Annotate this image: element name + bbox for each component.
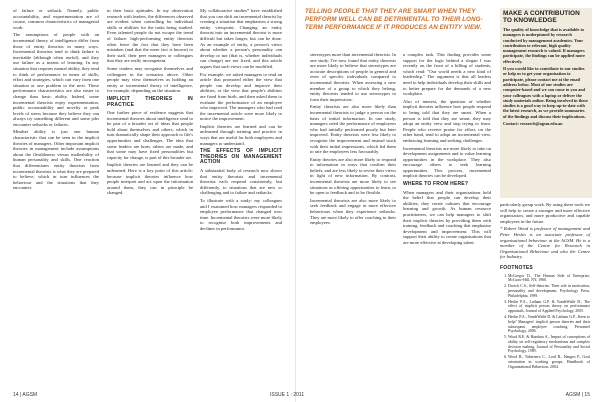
paragraph: Entity theorists are also more likely than incremental theorists to judge a person on the basis of initial information. In one study, managers rated the performance of employees who had initially performed poorly but later improved. Entity theorists were less likely to recognise the improvement and instead stuck with their initial impressions, which led them to rate the employees less favourably. — [310, 104, 396, 155]
column-6 — [500, 202, 590, 371]
folio-center: ISSUE 1 : 2011 — [270, 392, 305, 398]
column-2 — [107, 8, 193, 198]
paragraph: particularly group work. By using these tools we will help to create a stronger and more effective organisation, and more productive and capable employees in the future. — [500, 202, 590, 224]
footnote-item: 6. Wood R., Tabernero C., Lord R., Hanges P., Goal orientation in working groups, Handbook of Organizational Behaviour, 2004. — [508, 355, 590, 369]
paragraph: One further piece of evidence suggests that incremental theories about intelligence tend to be part of a broader set of ideas that people hold about themselves and others, which in turn dramatically shape their approach to life's opportunities and challenges. The idea that some leaders are born, others are made, and that some may have fixed personalities but capacity for change, is part of this broader set. — [107, 110, 193, 160]
sidebar-paragraph: If you would like to contribute to our studies or help us to get your organisation to participate, please contact me at the email address below. Most of our studies are computer-based and we can come to you and your colleagues with a laptop or deliver the study materials online. Being involved in these studies is a good way to keep up-to-date with the latest research, as we provide summaries of the findings and discuss their implications. — [503, 66, 588, 119]
column-3 — [200, 8, 282, 234]
section-heading: WHERE TO FROM HERE? — [403, 181, 469, 188]
paragraph: My collaborative studies* have established that you can shift an incremental theorist by creating a situation that emphasises a strong entity viewpoint. Changing an entity theorist into an incremental theorist is more difficult but takes longer, but can be done. As an example of entity, a person's views about whether a person's personality can develop or not (that is, whether individuals can change) are not fixed, and this article argues that such views can be modified. — [200, 8, 282, 69]
footnotes — [500, 266, 590, 370]
paragraph: of failure or setback. Namely, public accountability, and experimentation are of course, common characteristics of managerial work. — [13, 8, 99, 30]
footnote-item: 4. Heslin P.A., VandeWalle D. & Latham G.P., Keen to help? Managers' implicit person theories and their subsequent employee coaching, Personnel Psychology, 2006. — [508, 315, 590, 334]
paragraph: Incremental theorists are also more likely to seek feedback and engage in more effective behaviours when they experience setbacks. They are more likely to offer coaching to their employees. — [310, 197, 396, 226]
section-heading: THE EFFECTS OF IMPLICIT THEORIES ON MANAGEMENT ACTION — [200, 148, 282, 166]
paragraph: Implicit theories are learned and can be unlearned through training and practice in ways that are useful for both employees and managers to understand. — [200, 123, 282, 146]
section-heading: IMPLICIT THEORIES IN PRACTICE — [107, 95, 193, 108]
sidebar-contact[interactable]: Contact: research@agsm.edu.au — [503, 121, 563, 127]
footnote-item: 1. McGregor D., The Human Side of Enterprise, McGraw-Hill, NY, 1960. — [508, 274, 590, 284]
paragraph: Some readers may recognise themselves and colleagues in the scenarios above. Other people may view themselves as holding an entity or incremental theory of intelligence, for example, depending on the situation. — [107, 65, 193, 94]
sidebar-paragraph: The quality of knowledge that is available to managers is underpinned by research conducted by management academics. Your contribution to relevant, high quality management research is valued. If managers participate, the findings can be applied more effectively. — [503, 27, 585, 64]
paragraph: stereotypes more than incremental theorists. In one study, I've now found that entity theorists are more likely to believe that stereotypes are accurate descriptions of people in general and even of specific individuals compared to incremental theorists. When assessing a new member of a group to which they belong, entity theorists tended to use stereotypes to form their impressions. — [310, 52, 396, 102]
paragraph: Entity theories are also more likely to respond to information in ways that confirm their beliefs, and are less likely to revise their views in light of new information. By contrast, incremental theorists are more likely to see situations as offering opportunities to learn, to be open to feedback and to be flexible. — [310, 156, 396, 196]
paragraph: To illustrate with a study: my colleagues and I examined how managers responded to employee performance that changed over time. Incremental theorists were more likely to recognise both improvements and declines in performance. — [200, 198, 282, 231]
paragraph: in their basic aptitudes. In my observation research with leaders, the differences observed are evident when controlling for individual skills or abilities for the tasks being studied. Even talented people do not escape the trend of failure: high-performing entity theorists often leave the fact that they have been mistaken (and that the mere fact is known) to their staff, their peer managers or colleagues that they are really incompetent. — [107, 8, 193, 64]
column-5 — [403, 52, 491, 248]
paragraph: a complex task. This finding provides some support for the logic behind a slogan I was recently on the front of a billing of students, which read: "Our world needs a new kind of leadership." The argument is that all leaders need to help individuals develop their skills and to better prepare for the demands of a new workplace. — [403, 52, 491, 97]
footnotes-list — [500, 274, 590, 370]
sidebar-title: MAKE A CONTRIBUTION TO KNOWLEDGE — [503, 10, 580, 24]
footnote-item: 3. Heslin P.A., Latham G.P. & VandeWalle D., The effect of implicit person theory on performance appraisals, Journal of Applied Psychology, 2005. — [508, 300, 590, 314]
paragraph: When managers and their organisations hold the belief that people can develop their abilities, they create cultures that encourage learning and growth. As human resource practitioners, we can help managers to shift their implicit theories by providing them with training, feedback and coaching that emphasise development and improvement. This will support their ability to create organisations that are more effective at developing talent. — [403, 189, 491, 245]
author-note: * Robert Wood is professor of management and Peter Heslin is an associate professor of organisational behaviour at the AGSM. He is a member of the Centre for Research in Organisational Behaviour and also the Centre for Industry. — [500, 226, 590, 260]
column-4 — [310, 52, 396, 228]
paragraph: Also of interest, the question of whether implicit theories influence how people respond to being told that they are smart. When a person is told that they are smart, they may adopt an entity view and stop trying to learn. People who receive praise for effort, on the other hand, tend to adopt an incremental view, embracing learning and seeking challenges. — [403, 98, 491, 143]
paragraph: A substantial body of research now shows that entity theorists and incremental theorists each respond consistently, but differently, to situations that are new or challenging and to failure and setbacks. — [200, 168, 282, 196]
footnote-item: 2. Dweck C.S., Self-theories: Their role in motivation, personality and development, Psychology Press, Philadelphia, 1999. — [508, 284, 590, 298]
page-gutter — [295, 0, 296, 402]
paragraph: For example, we asked managers to read an article that promoted either the view that people can develop and improve their abilities, or the view that people's abilities are fixed from birth, and then asked them to evaluate the performance of an employee who improved. The managers who had read the incremental article were more likely to notice the improvement. — [200, 71, 282, 122]
folio-left: 14 | AGSM — [13, 392, 38, 398]
paragraph: Incremental theorists are more likely to take on development assignments and to value learning opportunities in the workplace. They also encourage others to seek learning opportunities. This process, incremental implicit theories can be developed. — [403, 145, 491, 179]
sidebar-box — [500, 8, 592, 198]
paragraph: Mindset ability is just one human characteristic that can be seen in the implicit theories of managers. Other important implicit theories in management include assumptions about the flexibleness versus malleability of human personality and skills. One reaction that differentiates entity theorists from incremental theorists is what they are prepared to believe, which in turn influences the behaviour and the situations that they encounter. — [13, 129, 99, 191]
column-1 — [13, 8, 99, 193]
folio-right: AGSM | 15 — [565, 392, 590, 398]
footnote-item: 5. Wood R.E. & Bandura A., Impact of conceptions of ability on self-regulatory mechanisms and complex decision making, Journal of Personality and Social Psychology, 1989. — [508, 335, 590, 354]
paragraph: The assumptions of people with an incremental theory of intelligence differ from those of entity theorists in many ways. Incremental theorists tend to think failure is inevitable (although often useful), and they use failure as a means of learning. In any situation that requires mental ability, they tend to think of performance in terms of skills, effort and strategies, which can vary from one situation or one problem to the next. These performance characteristics are also easier to change than basic ability. Indeed, some incremental theorists enjoy experimentation, public accountability and novelty at peak levels of stress because they believe they can always try something different and some jobs encounter setbacks or failures. — [13, 32, 99, 127]
pull-quote: TELLING PEOPLE THAT THEY ARE SMART WHEN THEY PERFORM WELL CAN BE DETRIMENTAL TO THEIR LONG-TERM PERFORMANCE IF IT PRODUCES AN ENTITY VIEW. — [305, 8, 483, 31]
footnotes-heading: FOOTNOTES — [500, 264, 533, 271]
paragraph: Implicit theories are learned and they can be unlearned. Here is a key point of this article: because implicit theories influence how people interpret and act upon the information around them, they can in principle be changed. — [107, 162, 193, 196]
